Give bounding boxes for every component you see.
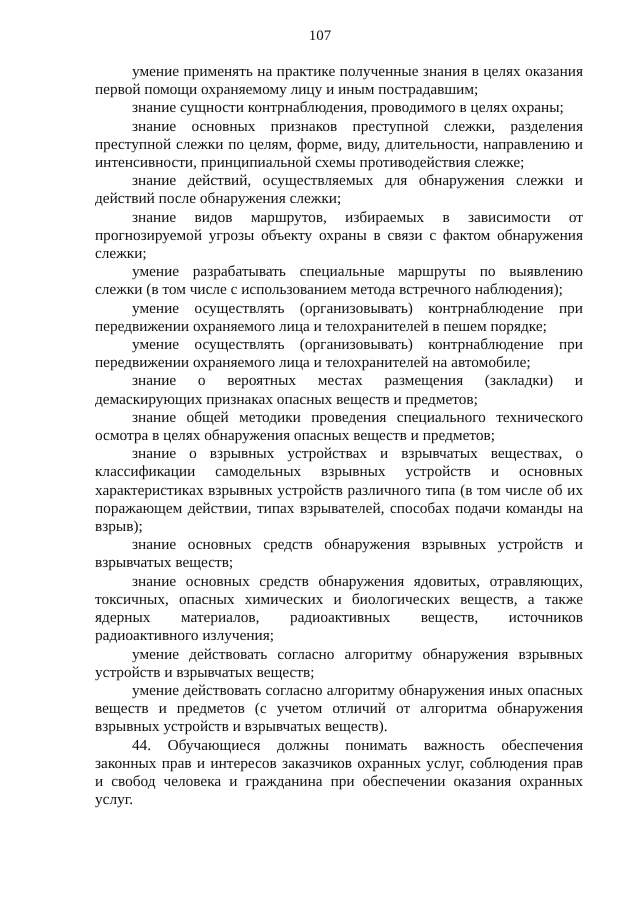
paragraph: знание видов маршрутов, избираемых в зависимости от прогнозируемой угрозы объекту охраны в связи с фактом обнаружения слежки;: [95, 208, 583, 263]
paragraph: знание о взрывных устройствах и взрывчатых веществах, о классификации самодельных взрывных устройств и основных характеристиках взрывных устройств различного типа (в том числе об их поражающем действии, типах взрывателей, способах подачи команды на взрыв);: [95, 445, 583, 536]
paragraph: умение осуществлять (организовывать) контрнаблюдение при передвижении охраняемого лица и телохранителей в пешем порядке;: [95, 299, 583, 335]
paragraph: знание основных средств обнаружения взрывных устройств и взрывчатых веществ;: [95, 536, 583, 572]
paragraph: умение осуществлять (организовывать) контрнаблюдение при передвижении охраняемого лица и телохранителей на автомобиле;: [95, 336, 583, 372]
paragraph: знание сущности контрнаблюдения, проводимого в целях охраны;: [132, 99, 564, 117]
paragraph: знание общей методики проведения специального технического осмотра в целях обнаружения опасных веществ и предметов;: [95, 408, 583, 445]
document-body: [95, 63, 583, 809]
paragraph: знание основных средств обнаружения ядовитых, отравляющих, токсичных, опасных химических и биологических веществ, а также ядерных материалов, радиоактивных веществ, источников радиоактивного излучения;: [95, 572, 583, 645]
paragraph: умение действовать согласно алгоритму обнаружения взрывных устройств и взрывчатых веществ;: [95, 645, 583, 681]
paragraph: умение действовать согласно алгоритму обнаружения иных опасных веществ и предметов (с учетом отличий от алгоритма обнаружения взрывных устройств и взрывчатых веществ).: [95, 681, 583, 736]
paragraph: умение применять на практике полученные знания в целях оказания первой помощи охраняемому лицу и иным пострадавшим;: [95, 63, 583, 99]
paragraph: знание о вероятных местах размещения (закладки) и демаскирующих признаках опасных веществ и предметов;: [95, 372, 583, 408]
paragraph: знание действий, осуществляемых для обнаружения слежки и действий после обнаружения слежки;: [95, 172, 583, 208]
paragraph: знание основных признаков преступной слежки, разделения преступной слежки по целям, форме, виду, длительности, направлению и интенсивности, принципиальной схемы противодействия слежке;: [95, 117, 583, 172]
section-paragraph-44: 44. Обучающиеся должны понимать важность обеспечения законных прав и интересов заказчиков охранных услуг, соблюдения прав и свобод человека и гражданина при обеспечении оказания охранных услуг.: [95, 736, 583, 809]
paragraph: умение разрабатывать специальные маршруты по выявлению слежки (в том числе с использованием метода встречного наблюдения);: [95, 263, 583, 299]
page-number: 107: [308, 28, 332, 44]
